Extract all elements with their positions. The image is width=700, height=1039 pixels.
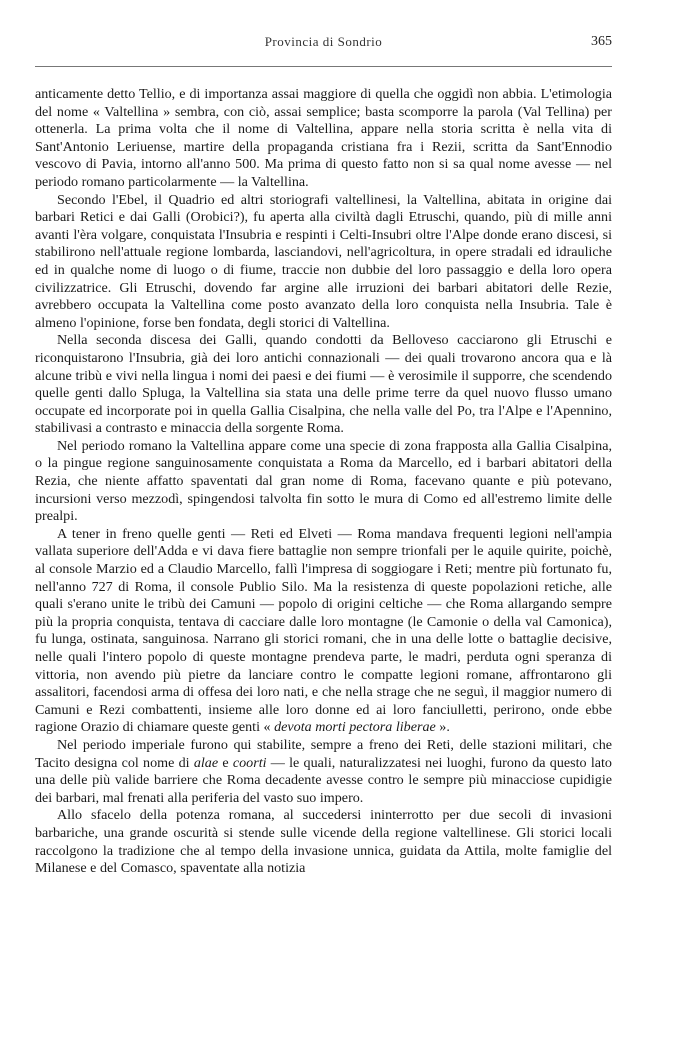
paragraph-1: anticamente detto Tellio, e di importanza assai maggiore di quella che oggidì non abbia. L'etimologia del nome « Valtellina » sembra, con ciò, assai semplice; basta scomporre la parola (Val Tellina) per ottenerla. La prima volta che il nome di Valtellina, appare nella storia scritta è nella vita di Sant'Antonio Leriuense, martire della propaganda cristiana fra i Rezii, scritta da Sant'Ennodio vescovo di Pavia, intorno all'anno 500. Ma prima di questo fatto non si sa qual nome avesse — nel periodo romano particolarmente — la Valtellina. [35,86,612,190]
paragraph-7: Allo sfacelo della potenza romana, al succedersi ininterrotto per due secoli di invasioni barbariche, una grande oscurità si stende sulle vicende della regione valtellinese. Gli storici locali raccolgono la tradizione che al tempo della invasione unnica, guidata da Attila, molte famiglie del Milanese e del Comasco, spaventate alla notizia [35,807,612,877]
paragraph-2: Secondo l'Ebel, il Quadrio ed altri storiografi valtellinesi, la Valtellina, abitata in origine dai barbari Retici e dai Galli (Orobici?), fu aperta alla civiltà dagli Etruschi, quando, più di mille anni avanti l'èra volgare, conquistata l'Insubria e respinti i Celti-Insubri oltre l'Alpe donde erano discesi, si stabilirono nell'attuale regione lombarda, lasciandovi, nell'agricoltura, in opere stradali ed idrauliche ed in qualche nome di luogo o di fiume, traccie non dubbie del loro passaggio e della loro opera civilizzatrice. Gli Etruschi, dovendo far argine alle irruzioni dei barbari abitatori delle Rezie, avrebbero occupata la Valtellina come posto avanzato della loro conquista nella Insubria. Tale è almeno l'opinione, forse ben fondata, degli storici di Valtellina. [35,191,612,331]
horace-quote: devota morti pectora liberae [274,719,436,736]
page-number: 365 [591,34,612,49]
paragraph-5-end: ». [435,719,450,736]
header-rule [35,66,612,67]
running-head: Provincia di Sondrio [264,34,383,49]
term-coorti: coorti [232,754,267,771]
paragraph-6-text-b: e [218,754,233,771]
paragraph-6 [35,737,612,807]
paragraph-4: Nel periodo romano la Valtellina appare come una specie di zona frapposta alla Gallia Cisalpina, o la pingue regione sanguinosamente conquistata a Roma da Marcello, ed i barbari abitatori della Rezia, che niente affatto spaventati dal gran nome di Roma, facevano quante e più potevano, incursioni verso mezzodì, spingendosi talvolta fin sotto le mura di Como ed all'estremo limite delle prealpi. [35,437,612,525]
paragraph-3: Nella seconda discesa dei Galli, quando condotti da Belloveso cacciarono gli Etruschi e riconquistarono l'Insubria, già dei loro antichi connazionali — dei quali trovarono ancora qua e là alcune tribù e vivi nella lingua i nomi dei paesi e dei fiumi — è verosimile il supporre, che scendendo quelle genti dallo Spluga, la Valtellina sia stata una delle prime terre da quel nuovo flusso umano occupate ed incorporate poi in quella Gallia Cisalpina, che nella valle del Po, tra l'Alpe e l'Apennino, stabilivasi a contrasto e minaccia della sorgente Roma. [35,332,612,437]
page-header [35,34,612,56]
paragraph-5-text: A tener in freno quelle genti — Reti ed Elveti — Roma mandava frequenti legioni nell'ampia vallata superiore dell'Adda e vi dava fiere battaglie non sempre trionfali per le aquile quirite, poichè, al console Marzio ed a Claudio Marcello, fallì l'impresa di soggiogare i Reti; mentre più fortunato fu, nell'anno 727 di Roma, il console Publio Silo. Ma la resistenza di queste popolazioni retiche, alle quali s'erano unite le tribù dei Camuni — popolo di origini celtiche — che Roma allargando sempre più la propria conquista, tentava di cacciare dalle loro montagne (le Camonie o della val Camonica), fu lunga, ostinata, sanguinosa. Narrano gli storici romani, che in una delle lotte o battaglie decisive, nelle quali l'intero popolo di queste montagne prendeva parte, le madri, perduta ogni speranza di vittoria, non avendo più pietre da lanciare contro le compatte legioni romane, affrontarono gli assalitori, facendosi arma di offesa dei loro nati, e che nella strage che ne seguì, il maggior numero di Camuni e Rezi combattenti, insieme alle loro donne ed ai loro fanciulletti, perirono, onde ebbe ragione Orazio di chiamare queste genti « [35,525,612,736]
body-text [35,86,612,878]
paragraph-6-text-c: — le quali, naturalizzatesi nei luoghi, furono da questo lato una delle più valide barriere che Roma decadente avesse contro le sempre più minacciose cupidigie dei barbari, mal frenati alla periferia del vasto suo impero. [35,754,612,806]
paragraph-5 [35,526,612,737]
paragraph-6-text-a: Nel periodo imperiale furono qui stabilite, sempre a freno dei Reti, delle stazioni militari, che Tacito designa col nome di [35,736,612,771]
term-alae: alae [193,754,219,771]
